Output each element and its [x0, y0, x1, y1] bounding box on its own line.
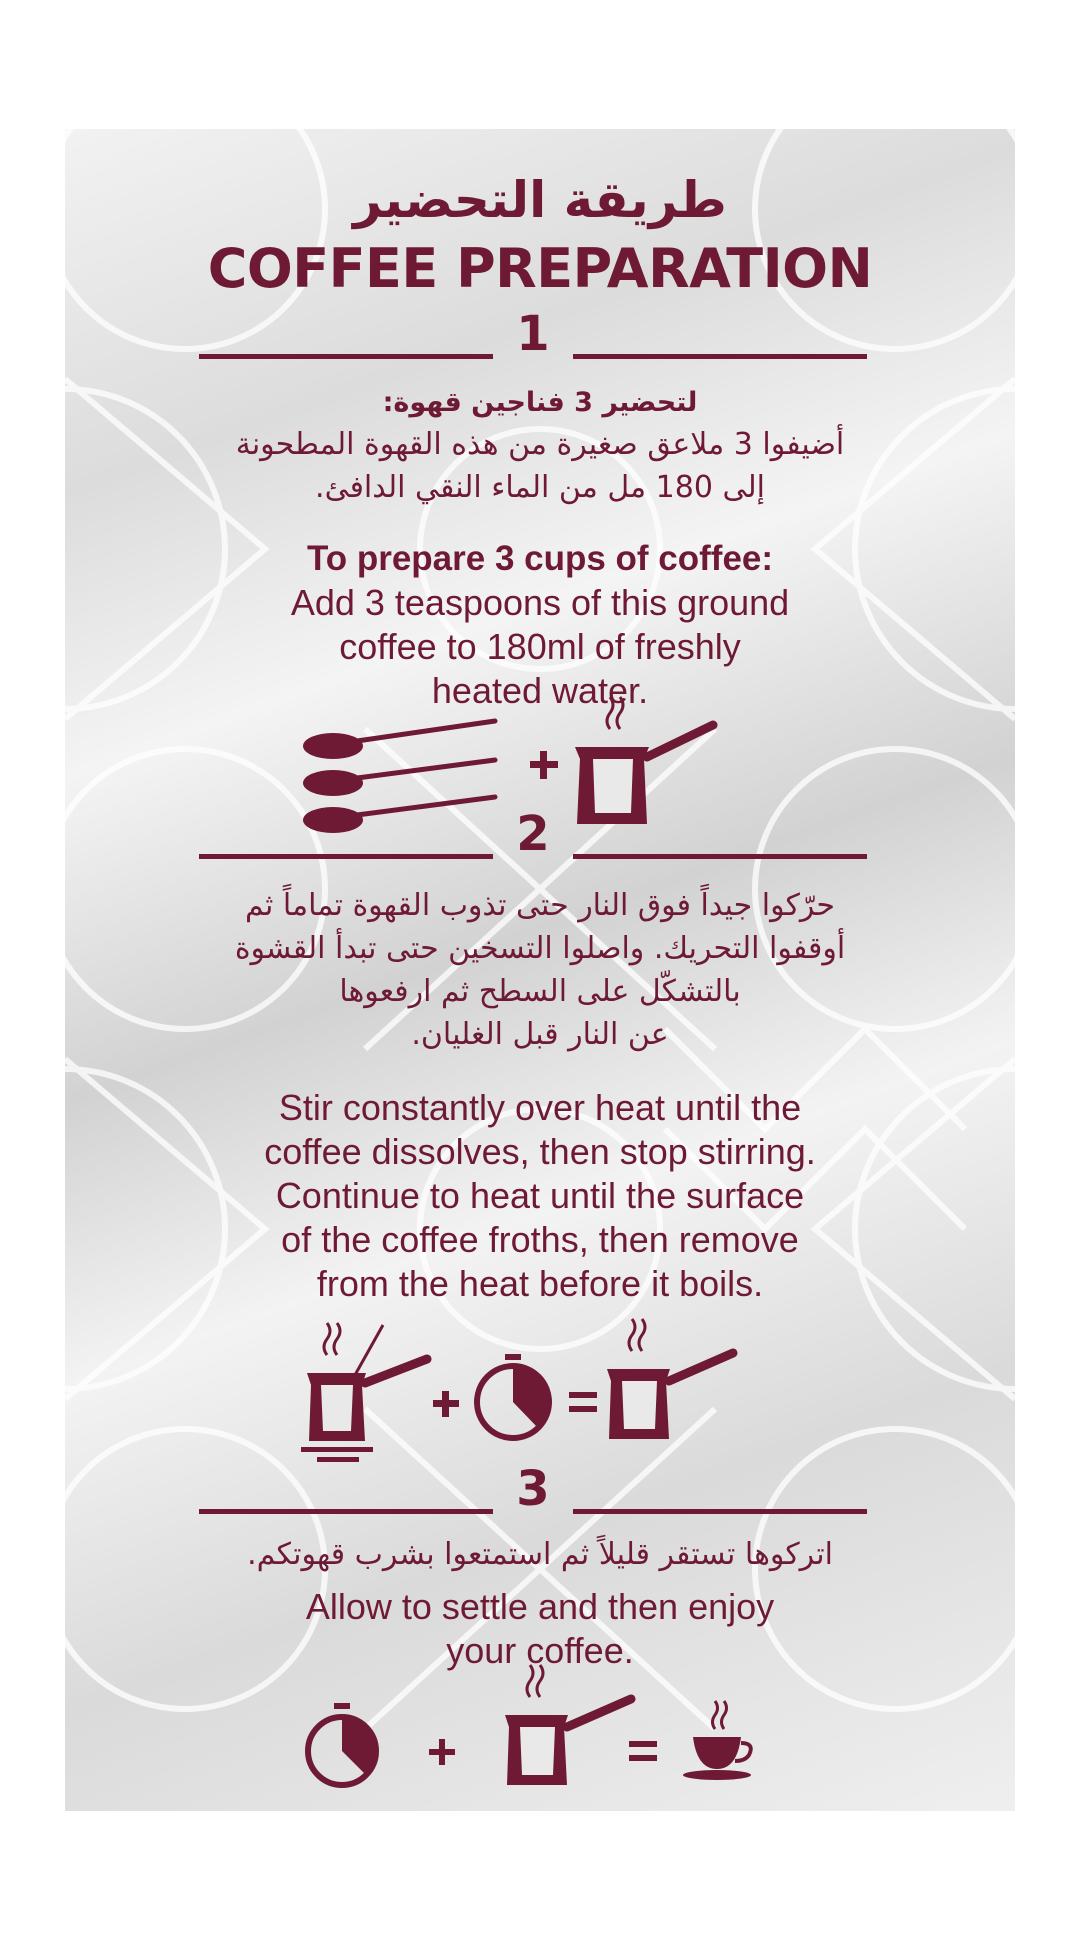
english-line: Allow to settle and then enjoy	[305, 1586, 775, 1627]
coffee-pot-steaming-icon	[505, 1665, 631, 1785]
step-1-arabic-heading: لتحضير 3 فناجين قهوة:	[382, 387, 698, 418]
instruction-panel	[65, 129, 1015, 1811]
arabic-line: عن النار قبل الغليان.	[411, 1017, 669, 1052]
arabic-line: حرّكوا جيداً فوق النار حتى تذوب القهوة تماماً ثم	[245, 888, 835, 923]
coffee-cup-steaming-icon	[683, 1701, 751, 1780]
step-number: 2	[516, 806, 550, 862]
english-line: Add 3 teaspoons of this ground	[290, 582, 790, 623]
timer-icon	[308, 1703, 376, 1785]
step-1-english-heading: To prepare 3 cups of coffee:	[306, 539, 774, 578]
arabic-line: أوقفوا التحريك. واصلوا التسخين حتى تبدأ القشوة	[234, 931, 846, 966]
title-arabic: طريقة التحضير	[353, 171, 727, 229]
english-line: coffee dissolves, then stop stirring.	[264, 1131, 816, 1172]
english-line: your coffee.	[446, 1630, 634, 1671]
arabic-line: أضيفوا 3 ملاعق صغيرة من هذه القهوة المطحونة	[235, 427, 845, 462]
english-line: Stir constantly over heat until the	[278, 1087, 802, 1128]
english-line: from the heat before it boils.	[316, 1263, 764, 1304]
english-line: heated water.	[431, 670, 649, 711]
english-line: coffee to 180ml of freshly	[339, 626, 741, 667]
arabic-line: اتركوها تستقر قليلاً ثم استمتعوا بشرب قهوتكم.	[247, 1537, 833, 1572]
arabic-line: بالتشكّل على السطح ثم ارفعوها	[339, 974, 741, 1009]
plus-icon	[429, 1739, 455, 1765]
arabic-line: إلى 180 مل من الماء النقي الدافئ.	[315, 470, 765, 505]
english-line: Continue to heat until the surface	[275, 1175, 805, 1216]
step-number: 1	[516, 306, 550, 362]
page-title: COFFEE PREPARATION	[207, 237, 873, 300]
step-number: 3	[516, 1461, 550, 1517]
english-line: of the coffee froths, then remove	[281, 1219, 799, 1260]
step-3-icons	[65, 129, 1015, 1811]
content	[65, 129, 1015, 1811]
equals-icon	[629, 1741, 657, 1761]
